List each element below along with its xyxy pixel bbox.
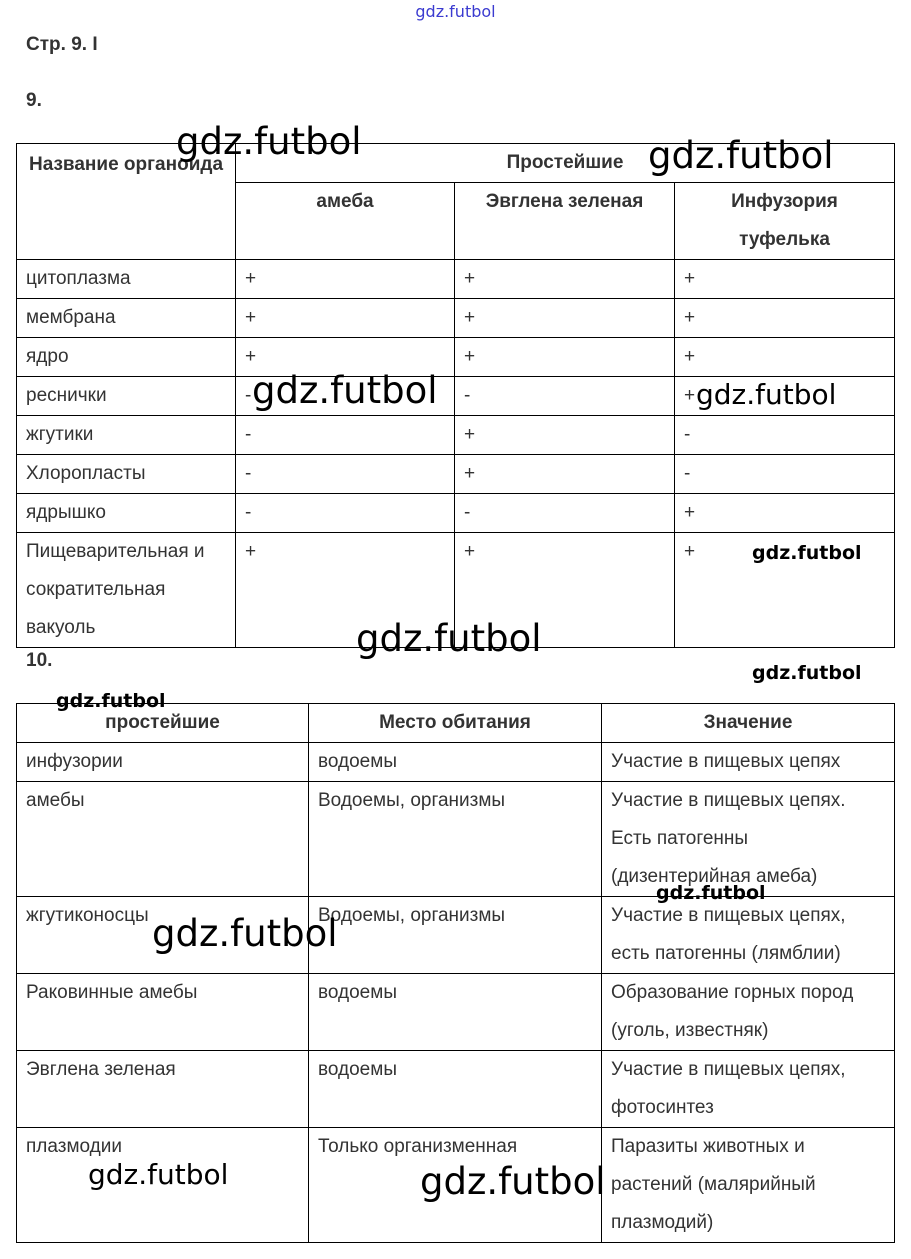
table-row — [17, 533, 895, 648]
table-row — [17, 1128, 895, 1243]
header-significance: Значение — [602, 704, 895, 743]
organoid-name: ядрышко — [17, 494, 236, 533]
table-row — [17, 377, 895, 416]
protozoa-name: амебы — [17, 782, 309, 897]
page-reference: Стр. 9. I — [26, 34, 98, 55]
task-10-number: 10. — [26, 650, 53, 671]
significance: Участие в пищевых цепях. Есть патогенны (дизентерийная амеба) — [602, 782, 895, 897]
protozoa-name: инфузории — [17, 743, 309, 782]
euglena-value: - — [455, 494, 675, 533]
watermark: gdz.futbol — [696, 378, 837, 411]
euglena-value: + — [455, 533, 675, 648]
euglena-value: + — [455, 455, 675, 494]
paramecium-value: - — [675, 416, 895, 455]
header-paramecium: Инфузория туфелька — [675, 183, 895, 260]
protozoa-habitat-table — [16, 703, 895, 1243]
table-row — [17, 1051, 895, 1128]
habitat: водоемы — [309, 1051, 602, 1128]
significance: Участие в пищевых цепях — [602, 743, 895, 782]
euglena-value: + — [455, 338, 675, 377]
amoeba-value: - — [236, 494, 455, 533]
euglena-value: + — [455, 299, 675, 338]
habitat: водоемы — [309, 743, 602, 782]
watermark: gdz.futbol — [648, 134, 834, 177]
table-row — [17, 299, 895, 338]
watermark: gdz.futbol — [356, 617, 542, 660]
significance: Образование горных пород (уголь, известняк) — [602, 974, 895, 1051]
header-habitat: Место обитания — [309, 704, 602, 743]
paramecium-value: + — [675, 377, 895, 416]
habitat: Водоемы, организмы — [309, 897, 602, 974]
habitat: Водоемы, организмы — [309, 782, 602, 897]
header-organoid: Название органоида — [17, 144, 236, 260]
header-euglena: Эвглена зеленая — [455, 183, 675, 260]
significance: Участие в пищевых цепях, есть патогенны (лямблии) — [602, 897, 895, 974]
amoeba-value: + — [236, 338, 455, 377]
amoeba-value: + — [236, 260, 455, 299]
habitat: Только организменная — [309, 1128, 602, 1243]
euglena-value: + — [455, 416, 675, 455]
organoid-name: Хлоропласты — [17, 455, 236, 494]
amoeba-value: - — [236, 416, 455, 455]
table-row — [17, 260, 895, 299]
header-protozoa: Простейшие — [236, 144, 895, 183]
protozoa-name: жгутиконосцы — [17, 897, 309, 974]
organoid-name: ядро — [17, 338, 236, 377]
habitat: водоемы — [309, 974, 602, 1051]
paramecium-value: + — [675, 260, 895, 299]
organoid-name: Пищеварительная и сократительная вакуоль — [17, 533, 236, 648]
paramecium-value: + — [675, 299, 895, 338]
protozoa-name: плазмодии — [17, 1128, 309, 1243]
table-row — [17, 494, 895, 533]
euglena-value: - — [455, 377, 675, 416]
amoeba-value: - — [236, 455, 455, 494]
header-protozoa: простейшие — [17, 704, 309, 743]
watermark: gdz.futbol — [752, 542, 862, 564]
paramecium-value: + — [675, 533, 895, 648]
paramecium-value: - — [675, 455, 895, 494]
significance: Паразиты животных и растений (малярийный плазмодий) — [602, 1128, 895, 1243]
organoid-name: жгутики — [17, 416, 236, 455]
task-9-number: 9. — [26, 90, 42, 111]
table-row — [17, 455, 895, 494]
protozoa-name: Эвглена зеленая — [17, 1051, 309, 1128]
table-row — [17, 782, 895, 897]
table-row — [17, 416, 895, 455]
amoeba-value: - — [236, 377, 455, 416]
watermark: gdz.futbol — [656, 882, 766, 904]
paramecium-value: + — [675, 494, 895, 533]
watermark: gdz.futbol — [88, 1158, 229, 1191]
table-row — [17, 338, 895, 377]
euglena-value: + — [455, 260, 675, 299]
organoid-table — [16, 143, 895, 648]
organoid-name: мембрана — [17, 299, 236, 338]
table-row — [17, 897, 895, 974]
watermark: gdz.futbol — [752, 662, 862, 684]
paramecium-value: + — [675, 338, 895, 377]
header-amoeba: амеба — [236, 183, 455, 260]
watermark: gdz.futbol — [56, 690, 166, 712]
amoeba-value: + — [236, 299, 455, 338]
top-watermark: gdz.futbol — [415, 2, 496, 21]
watermark: gdz.futbol — [420, 1160, 606, 1203]
watermark: gdz.futbol — [152, 912, 338, 955]
organoid-name: реснички — [17, 377, 236, 416]
watermark: gdz.futbol — [176, 120, 362, 163]
protozoa-name: Раковинные амебы — [17, 974, 309, 1051]
table-row — [17, 743, 895, 782]
organoid-name: цитоплазма — [17, 260, 236, 299]
watermark: gdz.futbol — [252, 369, 438, 412]
significance: Участие в пищевых цепях, фотосинтез — [602, 1051, 895, 1128]
table-row — [17, 974, 895, 1051]
amoeba-value: + — [236, 533, 455, 648]
